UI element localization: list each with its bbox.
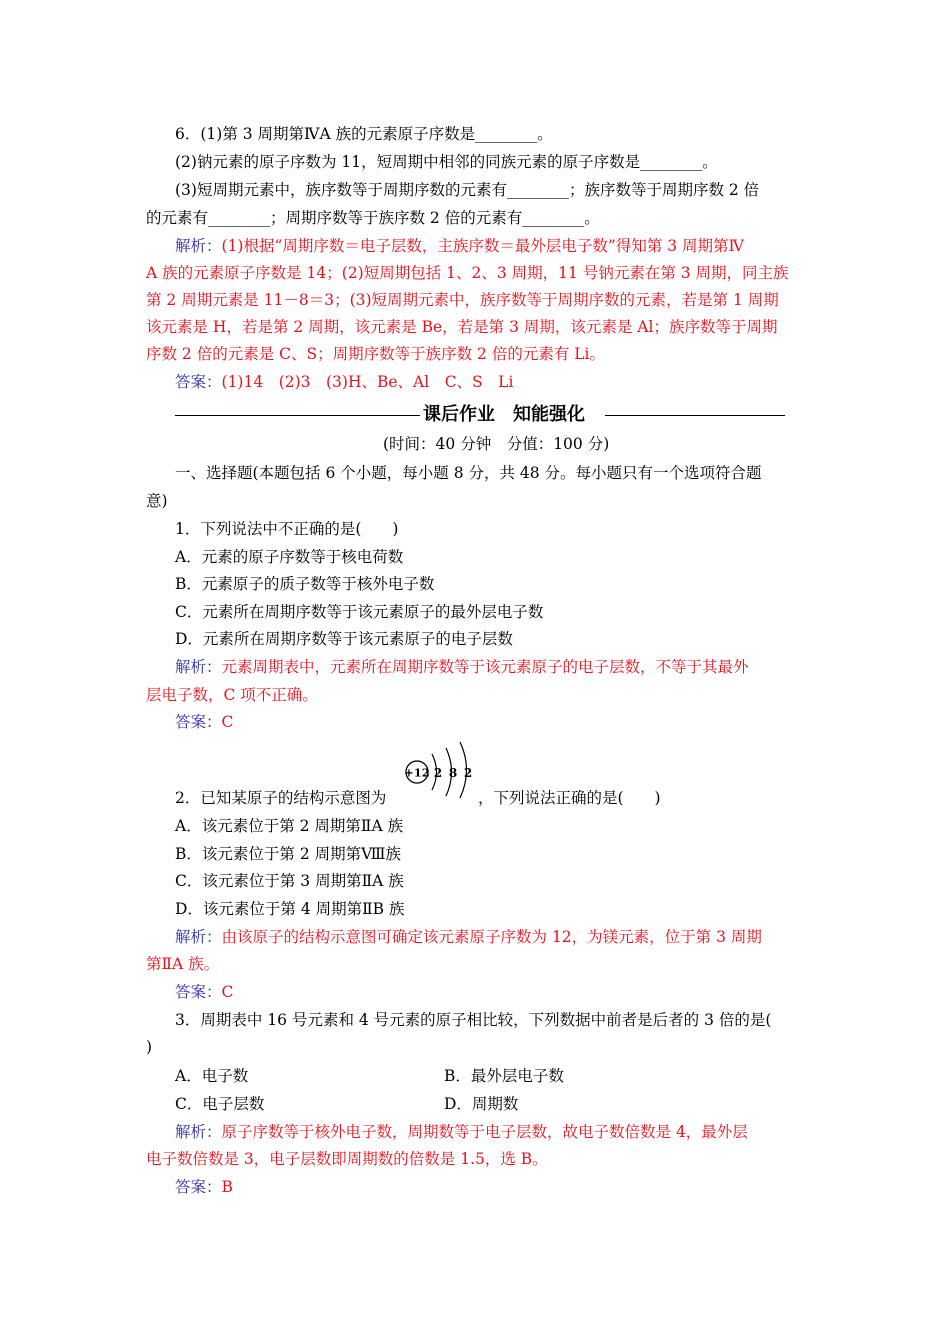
answer-text: C [221, 983, 234, 1001]
q6-jiexi-line-4: 该元素是 H，若是第 2 周期，该元素是 Be，若是第 3 周期，该元素是 Al；族序数等于周期 [146, 318, 778, 336]
q3-option-b: B．最外层电子数 [444, 1067, 564, 1085]
nucleus-charge: +12 [404, 765, 430, 780]
q2-option-a: A．该元素位于第 2 周期第ⅡA 族 [175, 817, 404, 835]
shell-1-electrons: 2 [433, 766, 443, 780]
q6-jiexi-line-2: A 族的元素原子序数是 14；(2)短周期包括 1、2、3 周期，11 号钠元素在第 3 周期，同主族 [146, 264, 789, 282]
q2-option-d: D．该元素位于第 4 周期第ⅡB 族 [175, 900, 405, 918]
jiexi-text: 原子序数等于核外电子数，周期数等于电子层数，故电子数倍数是 4，最外层 [221, 1123, 748, 1141]
q1-answer [175, 711, 233, 733]
shell-3-electrons: 2 [463, 766, 473, 780]
jiexi-text: 由该原子的结构示意图可确定该元素原子序数为 12，为镁元素，位于第 3 周期 [221, 928, 762, 946]
atom-structure-diagram [400, 740, 480, 798]
answer-text: B [221, 1178, 233, 1196]
section-title-row [175, 402, 785, 428]
q3-jiexi-line-2: 电子数倍数是 3，电子层数即周期数的倍数是 1.5，选 B。 [146, 1150, 548, 1168]
q3-option-d: D．周期数 [444, 1095, 519, 1113]
q6-line-2: (2)钠元素的原子序数为 11，短周期中相邻的同族元素的原子序数是________。 [175, 153, 718, 171]
atom-structure-svg [400, 740, 480, 798]
q6-jiexi-line-5: 序数 2 倍的元素是 C、S；周期序数等于族序数 2 倍的元素有 Li。 [146, 345, 606, 363]
q1-option-c: C．元素所在周期序数等于该元素原子的最外层电子数 [175, 603, 544, 621]
section-title: 课后作业 知能强化 [423, 404, 585, 425]
q3-answer [175, 1176, 233, 1198]
jiexi-label: 解析： [175, 658, 222, 676]
shell-2-electrons: 8 [448, 766, 458, 780]
section-meta: (时间：40 分钟 分值：100 分) [383, 435, 610, 453]
q2-stem-part-1: 2．已知某原子的结构示意图为 [175, 789, 387, 807]
q6-answer [175, 371, 513, 393]
q1-stem: 1．下列说法中不正确的是( ) [175, 520, 399, 538]
answer-label: 答案： [175, 713, 222, 731]
jiexi-label: 解析： [175, 928, 222, 946]
q6-jiexi-line-1 [175, 235, 744, 257]
q2-jiexi-line-2: 第ⅡA 族。 [146, 955, 220, 973]
q1-option-a: A．元素的原子序数等于核电荷数 [175, 548, 404, 566]
q2-jiexi-line-1 [175, 926, 762, 948]
title-rule-left [175, 415, 420, 416]
q2-stem-part-2: ，下列说法正确的是( ) [478, 789, 661, 807]
jiexi-text: 元素周期表中，元素所在周期序数等于该元素原子的电子层数，不等于其最外 [221, 658, 749, 676]
section-intro-line-2: 意) [146, 492, 168, 510]
answer-label: 答案： [175, 1178, 222, 1196]
section-intro-line-1: 一、选择题(本题包括 6 个小题，每小题 8 分，共 48 分。每小题只有一个选项符合题 [175, 464, 762, 482]
q1-jiexi-line-1 [175, 656, 749, 678]
jiexi-label: 解析： [175, 1123, 222, 1141]
q6-jiexi-line-3: 第 2 周期元素是 11－8＝3；(3)短周期元素中，族序数等于周期序数的元素，若是第 1 周期 [146, 291, 779, 309]
q2-answer [175, 981, 233, 1003]
q3-jiexi-line-1 [175, 1121, 748, 1143]
q3-stem-line-2: ) [146, 1038, 153, 1056]
answer-text: C [221, 713, 234, 731]
q3-option-a: A．电子数 [175, 1067, 249, 1085]
jiexi-text: (1)根据“周期序数＝电子层数，主族序数＝最外层电子数”得知第 3 周期第Ⅳ [221, 237, 745, 255]
q3-stem-line-1: 3．周期表中 16 号元素和 4 号元素的原子相比较，下列数据中前者是后者的 3 倍的是( [175, 1011, 772, 1029]
q1-option-d: D．元素所在周期序数等于该元素原子的电子层数 [175, 630, 513, 648]
q1-option-b: B．元素原子的质子数等于核外电子数 [175, 575, 435, 593]
title-rule-right [605, 415, 785, 416]
q6-line-1: 6．(1)第 3 周期第ⅣA 族的元素原子序数是________。 [175, 125, 553, 143]
q3-option-c: C．电子层数 [175, 1095, 265, 1113]
q2-option-b: B．该元素位于第 2 周期第Ⅷ族 [175, 845, 402, 863]
answer-label: 答案： [175, 373, 222, 391]
jiexi-label: 解析： [175, 237, 222, 255]
q2-option-c: C．该元素位于第 3 周期第ⅡA 族 [175, 872, 404, 890]
answer-text: (1)14 (2)3 (3)H、Be、Al C、S Li [221, 373, 514, 391]
q6-line-3: (3)短周期元素中，族序数等于周期序数的元素有________；族序数等于周期序数 2 倍 [175, 181, 760, 199]
answer-label: 答案： [175, 983, 222, 1001]
q1-jiexi-line-2: 层电子数，C 项不正确。 [146, 686, 318, 704]
q6-line-4: 的元素有________；周期序数等于族序数 2 倍的元素有________。 [146, 209, 600, 227]
